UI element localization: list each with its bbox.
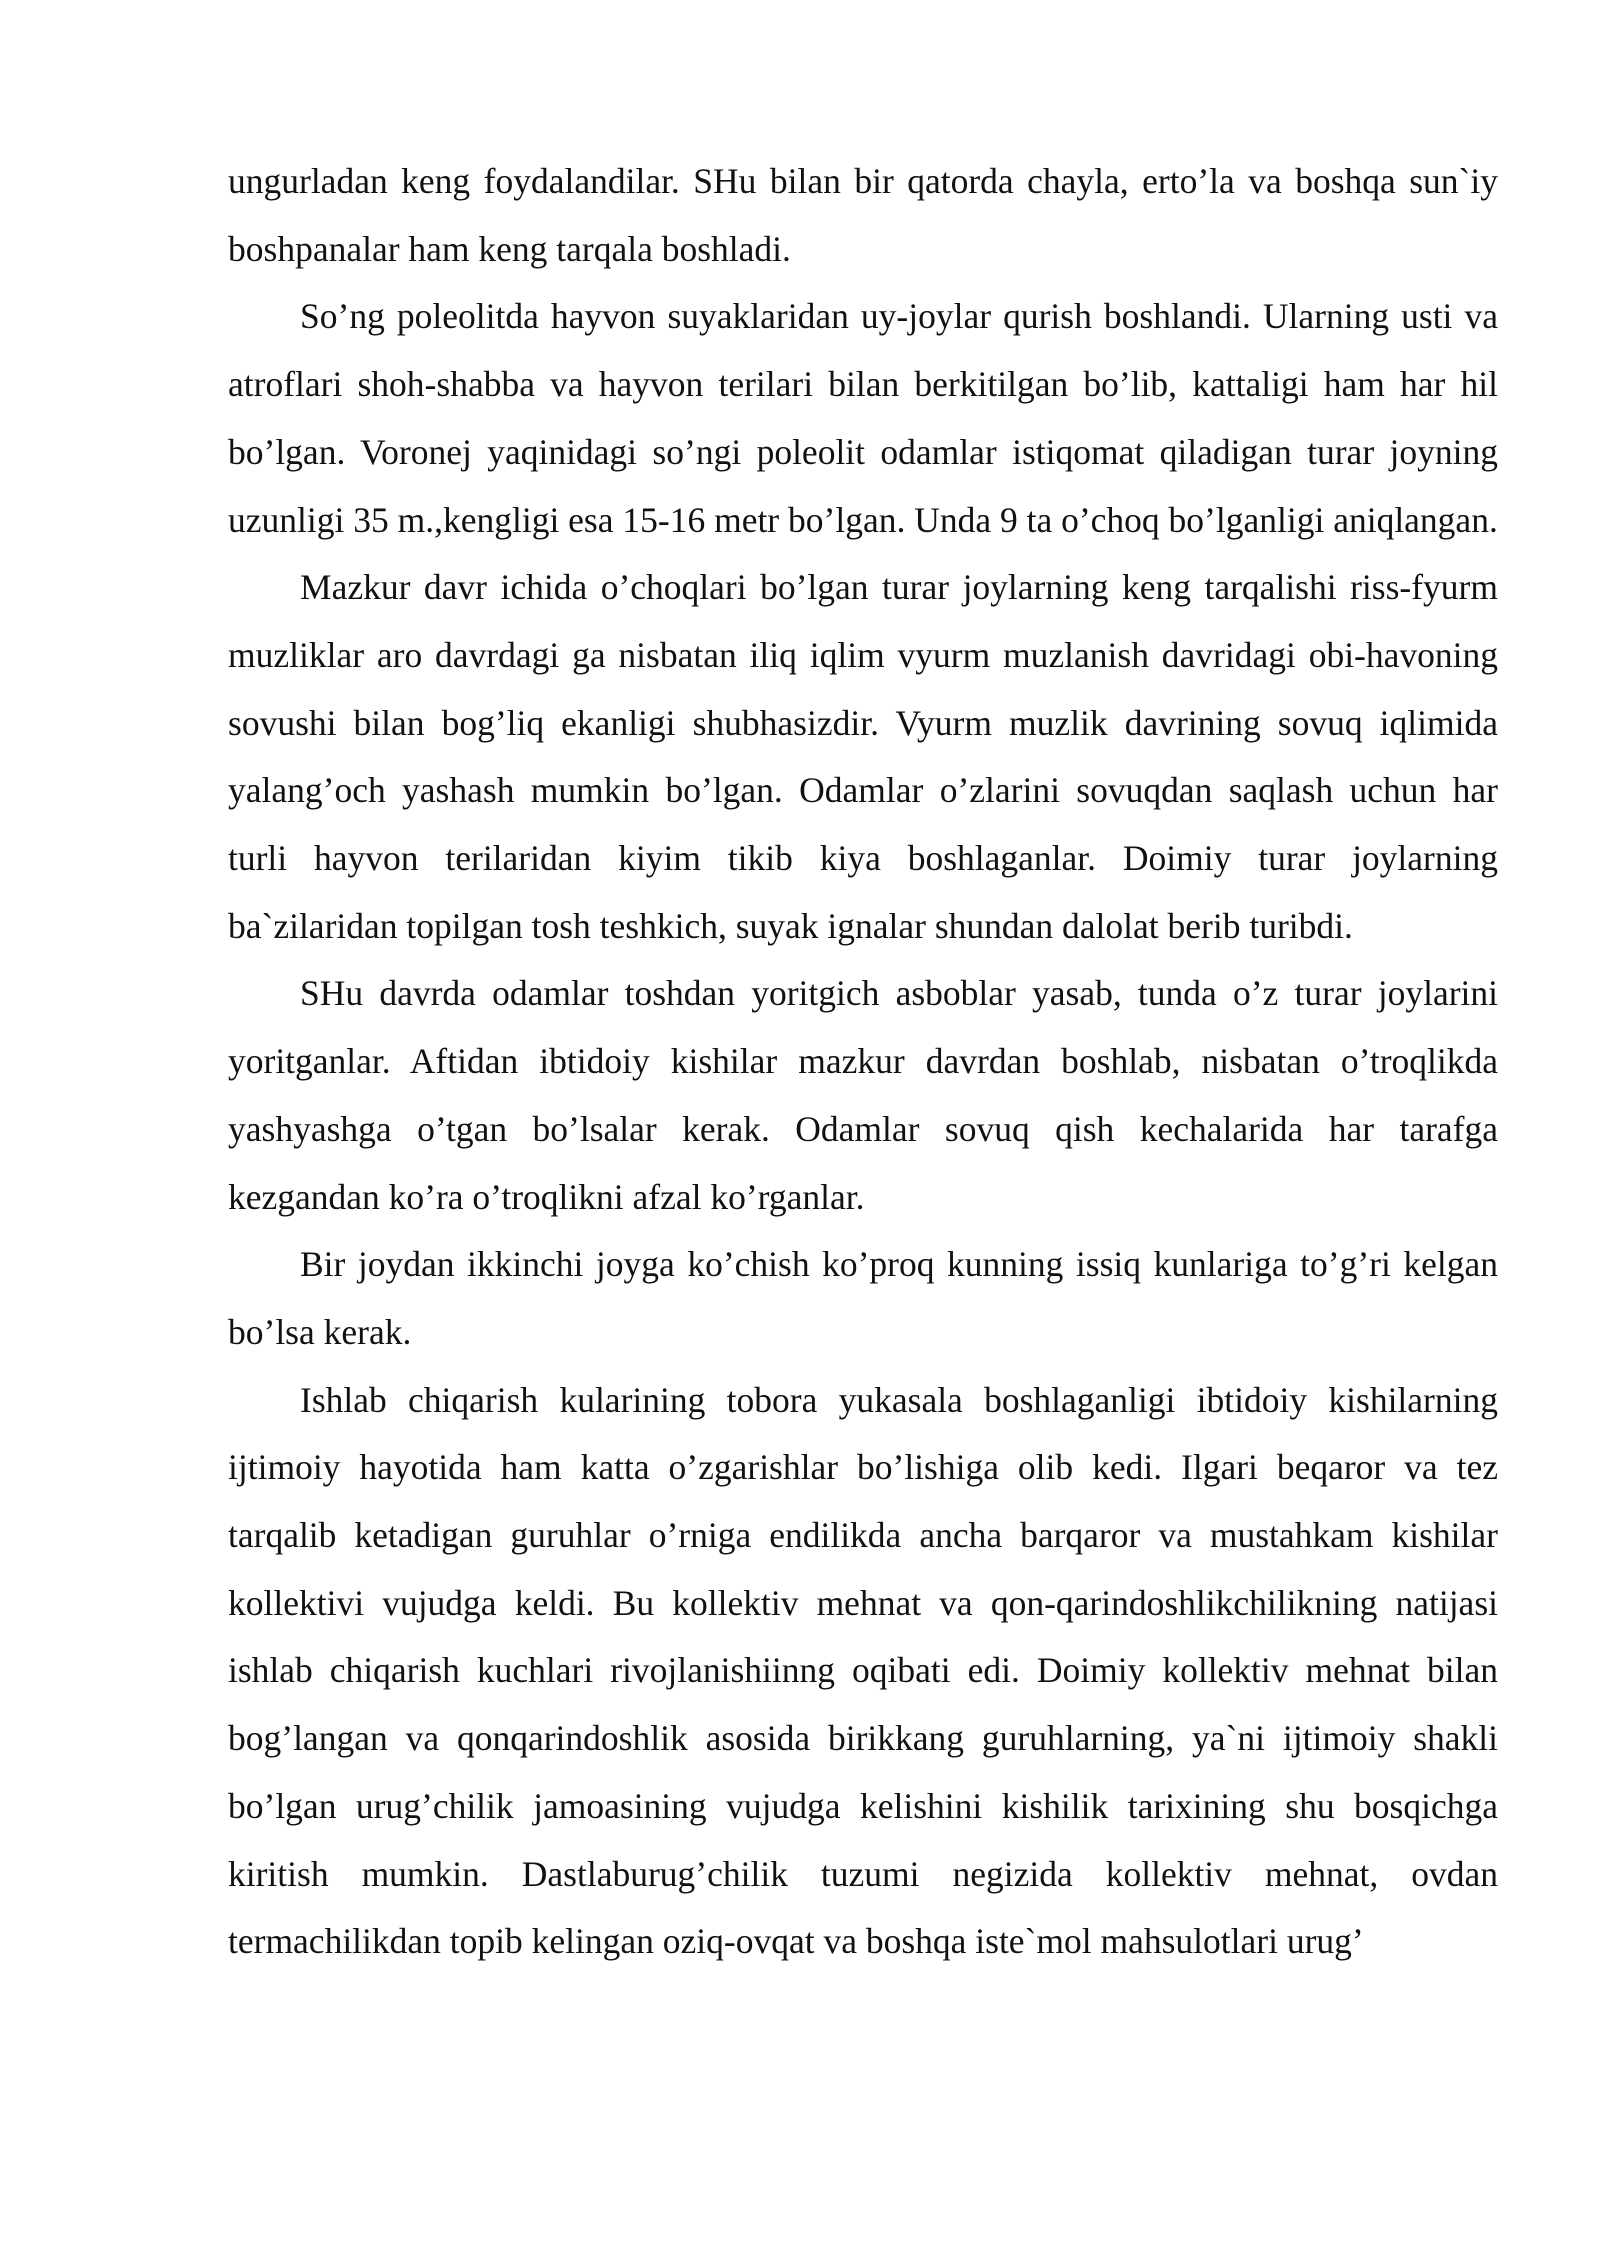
paragraph: SHu davrda odamlar toshdan yoritgich asboblar yasab, tunda o’z turar joylarini yoritganlar. Aftidan ibtidoiy kishilar mazkur davrdan boshlab, nisbatan o’troqlikda yashyashga o’tgan bo’lsalar kerak. Odamlar sovuq qish kechalarida har tarafga kezgandan ko’ra o’troqlikni afzal ko’rganlar. [228,973,1498,1217]
paragraph-continuation: ungurladan keng foydalandilar. SHu bilan bir qatorda chayla, erto’la va boshqa sun`iy boshpanalar ham keng tarqala boshladi. [228,161,1498,269]
paragraph: Bir joydan ikkinchi joyga ko’chish ko’proq kunning issiq kunlariga to’g’ri kelgan bo’lsa kerak. [228,1244,1498,1352]
body-text [228,148,1498,1976]
paragraph: So’ng poleolitda hayvon suyaklaridan uy-joylar qurish boshlandi. Ularning usti va atroflari shoh-shabba va hayvon terilari bilan berkitilgan bo’lib, kattaligi ham har hil bo’lgan. Voronej yaqinidagi so’ngi poleolit odamlar istiqomat qiladigan turar joyning uzunligi 35 m.,kengligi esa 15-16 metr bo’lgan. Unda 9 ta o’choq bo’lganligi aniqlangan. [228,296,1498,540]
paragraph: Ishlab chiqarish kularining tobora yukasala boshlaganligi ibtidoiy kishilarning ijtimoiy hayotida ham katta o’zgarishlar bo’lishiga olib kedi. Ilgari beqaror va tez tarqalib ketadigan guruhlar o’rniga endilikda ancha barqaror va mustahkam kishilar kollektivi vujudga keldi. Bu kollektiv mehnat va qon-qarindoshlikchilikning natijasi ishlab chiqarish kuchlari rivojlanishiinng oqibati edi. Doimiy kollektiv mehnat bilan bog’langan va qonqarindoshlik asosida birikkang guruhlarning, ya`ni ijtimoiy shakli bo’lgan urug’chilik jamoasining vujudga kelishini kishilik tarixining shu bosqichga kiritish mumkin. Dastlaburug’chilik tuzumi negizida kollektiv mehnat, ovdan termachilikdan topib kelingan oziq-ovqat va boshqa iste`mol mahsulotlari urug’ [228,1379,1498,1962]
paragraph: Mazkur davr ichida o’choqlari bo’lgan turar joylarning keng tarqalishi riss-fyurm muzliklar aro davrdagi ga nisbatan iliq iqlim vyurm muzlanish davridagi obi-havoning sovushi bilan bog’liq ekanligi shubhasizdir. Vyurm muzlik davrining sovuq iqlimida yalang’och yashash mumkin bo’lgan. Odamlar o’zlarini sovuqdan saqlash uchun har turli hayvon terilaridan kiyim tikib kiya boshlaganlar. Doimiy turar joylarning ba`zilaridan topilgan tosh teshkich, suyak ignalar shundan dalolat berib turibdi. [228,567,1498,946]
